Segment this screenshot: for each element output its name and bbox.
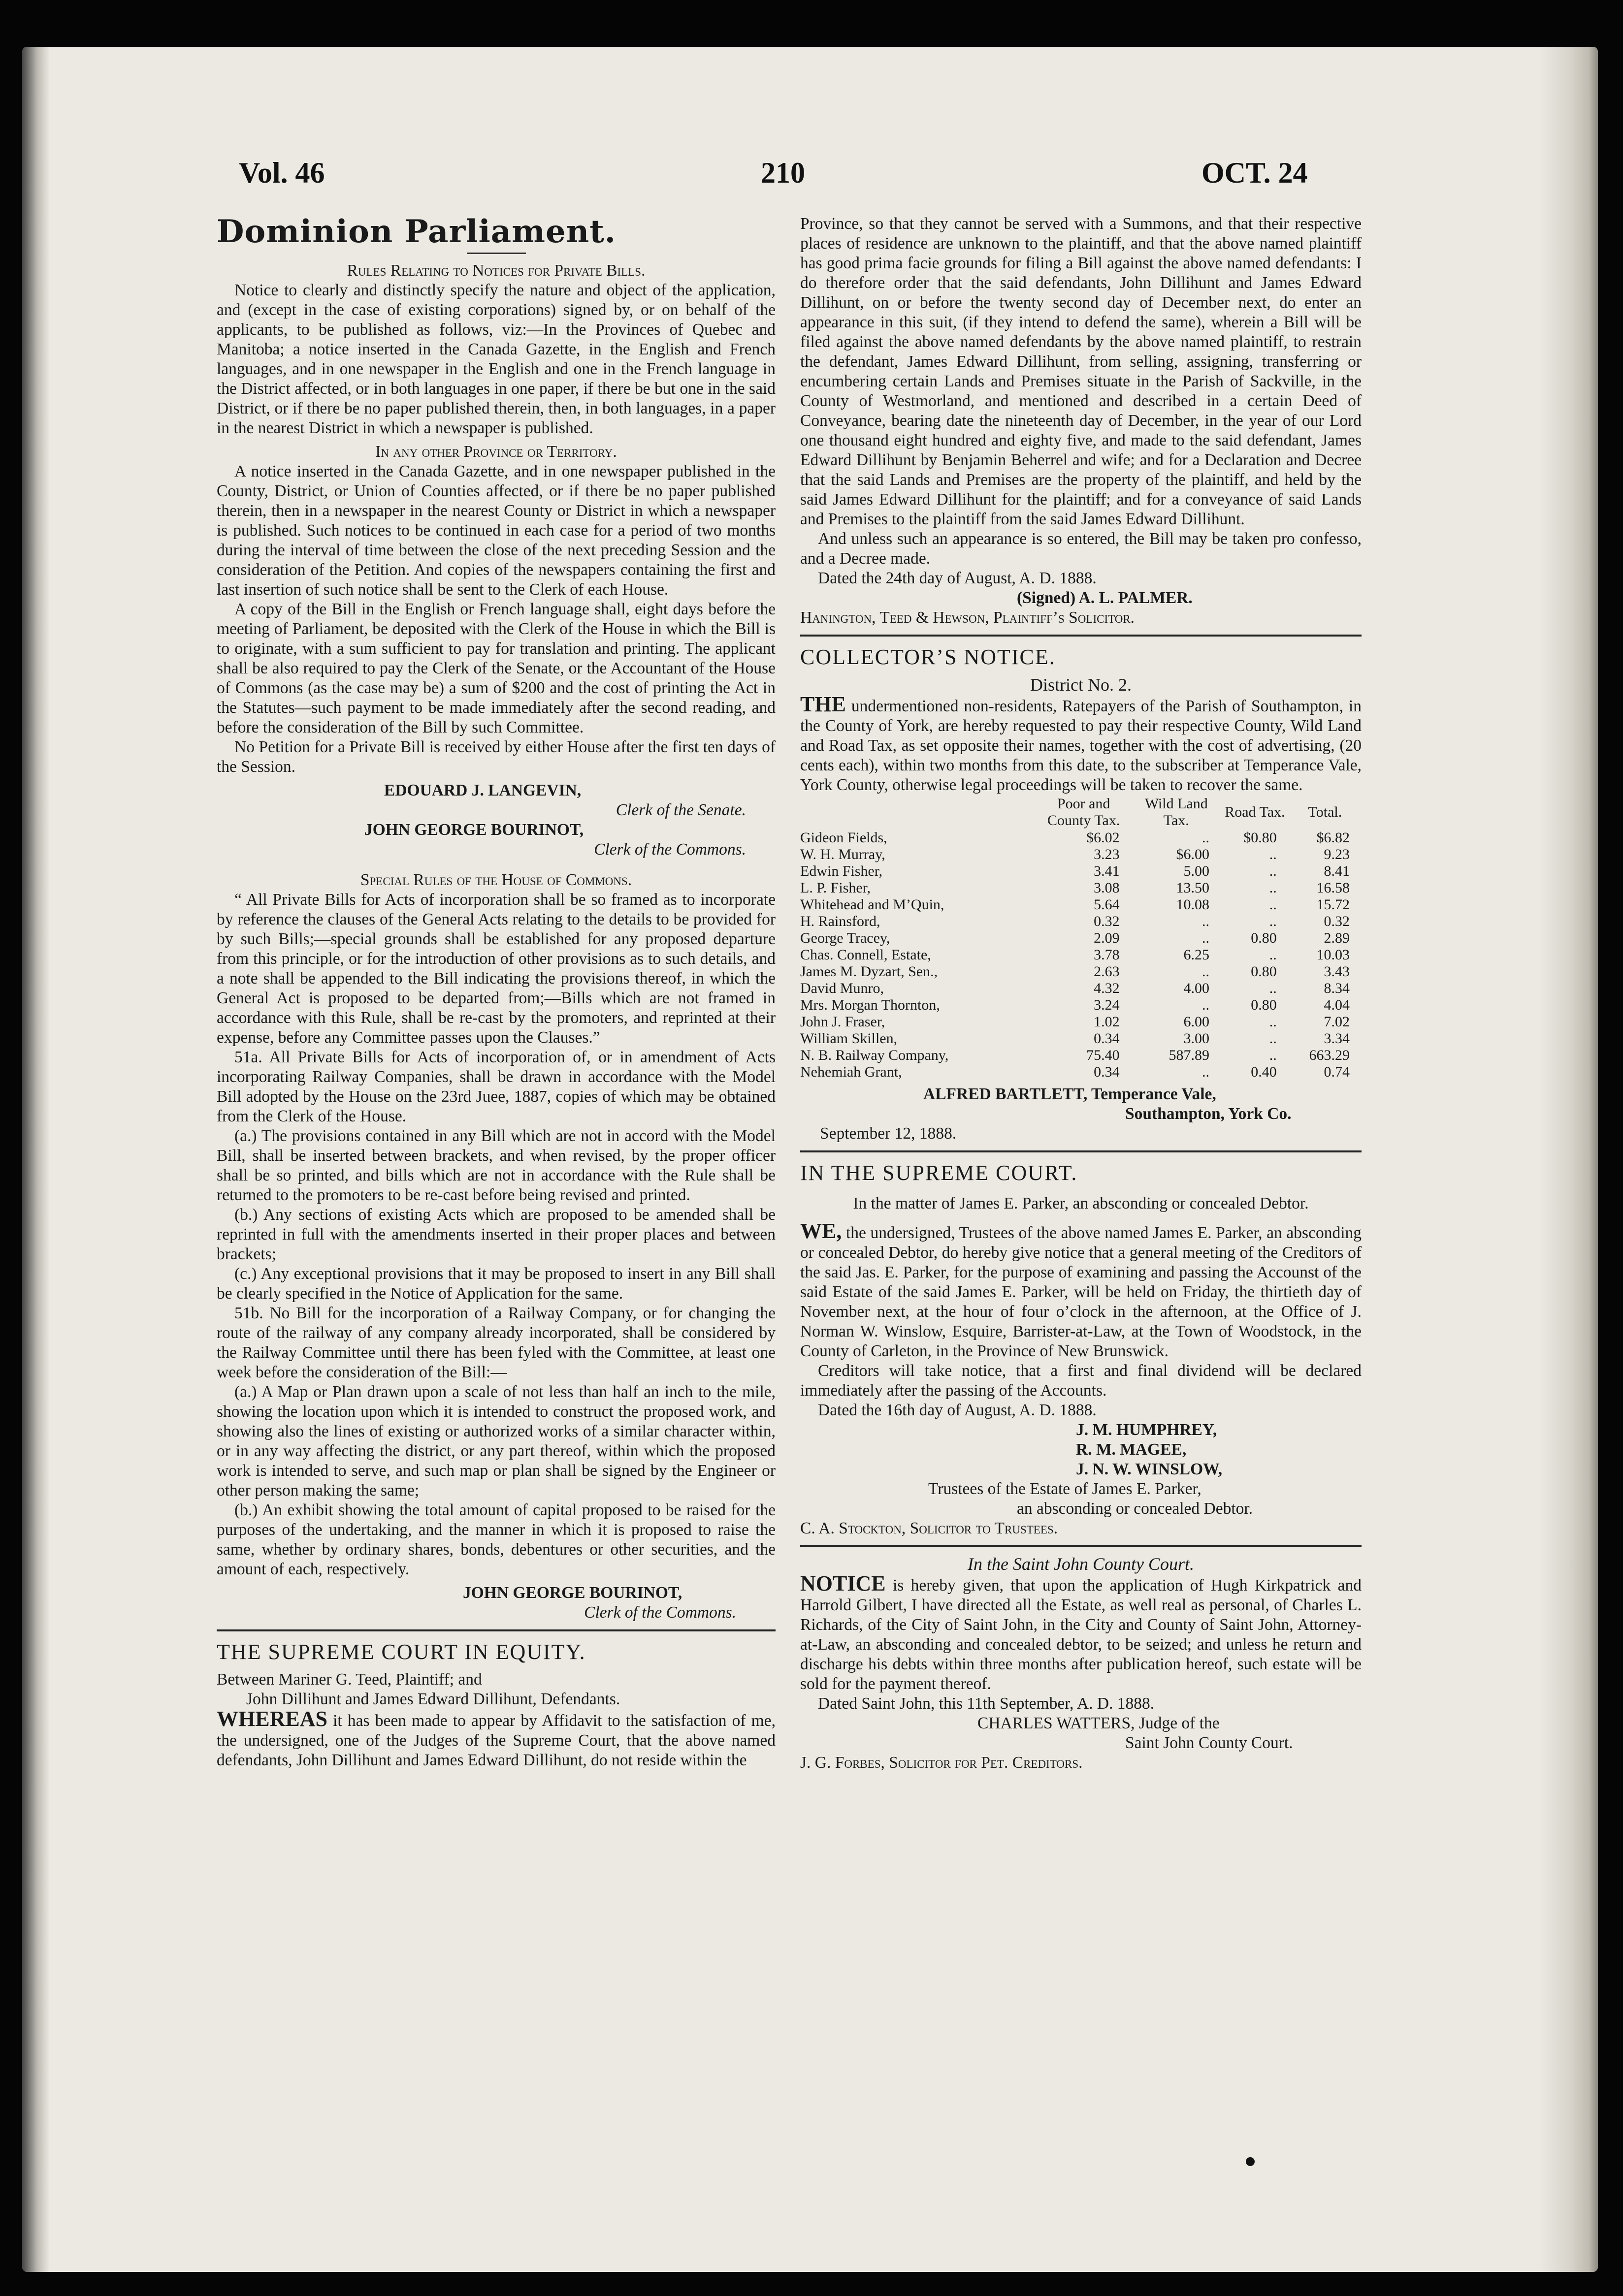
tax-cell-name: Whitehead and M’Quin, <box>800 896 944 913</box>
district-label: District No. 2. <box>1030 675 1132 695</box>
equity-dated: Dated the 24th day of August, A. D. 1888. <box>818 569 1097 587</box>
tax-cell-wild: 6.00 <box>1183 1014 1209 1030</box>
table-row <box>800 947 1362 963</box>
title-rule <box>467 253 526 254</box>
header-road: Road Tax. <box>1225 804 1285 820</box>
tax-cell-poor: 5.64 <box>1094 896 1120 913</box>
tax-cell-total: 15.72 <box>1316 896 1350 913</box>
tax-cell-total: 3.34 <box>1324 1030 1350 1047</box>
commons-clerk-name: JOHN GEORGE BOURINOT, <box>364 821 584 839</box>
left-column <box>217 214 776 1770</box>
collector-date: September 12, 1888. <box>820 1124 957 1143</box>
supreme-paragraph <box>800 1221 1362 1361</box>
county-notice-word: NOTICE <box>800 1571 886 1595</box>
section-rule <box>800 635 1362 637</box>
tax-cell-poor: 2.09 <box>1094 930 1120 946</box>
tax-cell-poor: 3.23 <box>1094 846 1120 862</box>
tax-cell-name: Chas. Connell, Estate, <box>800 947 931 963</box>
supreme-creditors: Creditors will take notice, that a first and final dividend will be declared immediately after the passing of the Accounts. <box>800 1362 1362 1400</box>
table-row <box>800 913 1362 930</box>
section-rule <box>800 1150 1362 1152</box>
tax-cell-wild: .. <box>1201 997 1209 1013</box>
tax-cell-name: W. H. Murray, <box>800 846 885 862</box>
tax-cell-total: 663.29 <box>1309 1047 1350 1063</box>
tax-cell-name: Mrs. Morgan Thornton, <box>800 997 940 1013</box>
bourinot-signature: JOHN GEORGE BOURINOT, <box>463 1584 682 1602</box>
tax-cell-total: 10.03 <box>1316 947 1350 963</box>
bourinot-title: Clerk of the Commons. <box>584 1603 736 1622</box>
tax-cell-total: 8.41 <box>1324 863 1350 879</box>
table-row <box>800 896 1362 913</box>
tax-cell-name: H. Rainsford, <box>800 913 880 929</box>
tax-cell-name: William Skillen, <box>800 1030 898 1047</box>
tax-cell-poor: 3.78 <box>1094 947 1120 963</box>
rule-51a-a: (a.) The provisions contained in any Bill which are not in accord with the Model Bill, shall be inserted between brackets, and when revised, by the proper officer shall be so printed, and bills which are not in accordance with the Rule shall be returned to the promoters to be re-cast before being revised and printed. <box>217 1127 776 1204</box>
tax-cell-poor: 3.24 <box>1094 997 1120 1013</box>
tax-cell-total: 0.74 <box>1324 1064 1350 1080</box>
petition-paragraph: No Petition for a Private Bill is received by either House after the first ten days of the Session. <box>217 738 776 776</box>
supreme-we: WE, <box>800 1219 842 1243</box>
tax-cell-total: $6.82 <box>1316 829 1350 846</box>
county-solicitor: J. G. Forbes, Solicitor for Pet. Creditors. <box>800 1754 1083 1772</box>
tax-cell-poor: 75.40 <box>1086 1047 1120 1063</box>
tax-cell-road: .. <box>1269 896 1277 913</box>
tax-cell-wild: 6.25 <box>1183 947 1209 963</box>
rule-51a-b: (b.) Any sections of existing Acts which are proposed to be amended shall be reprinted in full with the amendments inserted in their proper places and between brackets; <box>217 1206 776 1263</box>
tax-cell-road: .. <box>1269 1014 1277 1030</box>
page-gutter <box>22 47 50 2272</box>
tax-cell-wild: 587.89 <box>1169 1047 1209 1063</box>
section-rule <box>800 1545 1362 1547</box>
tax-cell-road: .. <box>1269 980 1277 996</box>
senate-clerk-title: Clerk of the Senate. <box>616 801 746 819</box>
county-paragraph <box>800 1571 1362 1694</box>
tax-cell-total: 9.23 <box>1324 846 1350 862</box>
trustee-humphrey: J. M. HUMPHREY, <box>1076 1421 1217 1439</box>
tax-cell-total: 2.89 <box>1324 930 1350 946</box>
tax-cell-road: 0.80 <box>1251 997 1277 1013</box>
tax-cell-road: .. <box>1269 913 1277 929</box>
tax-cell-wild: .. <box>1201 930 1209 946</box>
header-total: Total. <box>1308 804 1342 820</box>
tax-cell-road: 0.80 <box>1251 963 1277 980</box>
table-row <box>800 930 1362 947</box>
table-row <box>800 963 1362 980</box>
table-row <box>800 1030 1362 1047</box>
tax-cell-poor: 0.32 <box>1094 913 1120 929</box>
tax-cell-poor: 3.41 <box>1094 863 1120 879</box>
rule-51b-b: (b.) An exhibit showing the total amount of capital proposed to be raised for the purposes of the undertaking, and the manner in which it is proposed to raise the same, whether by ordinary shares, bonds, debentures or other securities, and the amount of each, respectively. <box>217 1501 776 1578</box>
equity-solicitor: Hanington, Teed & Hewson, Plaintiff’s Solicitor. <box>800 608 1135 627</box>
rule-51b-a: (a.) A Map or Plan drawn upon a scale of not less than half an inch to the mile, showing the location upon which it is intended to construct the proposed work, and showing also the lines of existing or authorized works of a similar character within, or in any way affecting the district, or any part thereof, within which the proposed work is intended to serve, and such map or plan shall be signed by the Engineer or other person making the same; <box>217 1383 776 1499</box>
county-dated: Dated Saint John, this 11th September, A. D. 1888. <box>818 1694 1155 1713</box>
other-province-paragraph: A notice inserted in the Canada Gazette, and in one newspaper published in the County, District, or Union of Counties affected, or if there be no paper published therein, then in a newspaper in the nearest County or District in which a newspaper is published. Such notices to be continued in each case for a period of two months during the interval of time between the close of the next preceding Session and the consideration of the Petition. And copies of the newspapers containing the first and last insertion of such notice shall be sent to the Clerk of each House. <box>217 462 776 599</box>
tax-cell-total: 0.32 <box>1324 913 1350 929</box>
equity-continuation: Province, so that they cannot be served with a Summons, and that their respective places of residence are unknown to the plaintiff, and that the above named plaintiff has good prima facie grounds for filing a Bill against the above named defendants: I do therefore order that the said defendants, John Dillihunt and James Edward Dillihunt, on or before the twenty second day of December next, do enter an appearance in this suit, (if they intend to defend the same), wherein a Bill will be filed against the above named defendants by the above named plaintiff, to restrain the defendant, James Edward Dillihunt, from selling, assigning, transferring or encumbering certain Lands and Premises situate in the Parish of Sackville, in the County of Westmorland, and mentioned and described in a certain Deed of Conveyance, bearing date the nineteenth day of December, in the year of our Lord one thousand eight hundred and eighty five, and made to the said defendant, James Edward Dillihunt by Benjamin Beherrel and wife; and for a Declaration and Decree that the said Lands and Premises are the property of the plaintiff, and held by the said James Edward Dillihunt for the plaintiff; and for a conveyance of said Lands and Premises to the plaintiff from the said James Edward Dillihunt. <box>800 215 1362 528</box>
header-wild-land: Wild Land Tax. <box>1144 796 1208 829</box>
dominion-parliament-title: Dominion Parliament. <box>217 213 617 250</box>
tax-cell-wild: 3.00 <box>1183 1030 1209 1047</box>
tax-cell-poor: 2.63 <box>1094 963 1120 980</box>
tax-cell-wild: 10.08 <box>1176 896 1209 913</box>
tax-cell-name: James M. Dyzart, Sen., <box>800 963 938 980</box>
tax-cell-wild: .. <box>1201 913 1209 929</box>
supreme-dated: Dated the 16th day of August, A. D. 1888. <box>818 1401 1097 1419</box>
tax-table <box>800 795 1362 1081</box>
tax-cell-poor: 3.08 <box>1094 880 1120 896</box>
county-text: is hereby given, that upon the application of Hugh Kirkpatrick and Harrold Gilbert, I have directed all the Estate, as well real as personal, of Charles L. Richards, of the City of Saint John, in the City and County of Saint John, Attorney-at-Law, an absconding and concealed debtor, to be seized; and unless he return and discharge his debts within three months after publication hereof, such estate will be sold for the payment thereof. <box>800 1576 1362 1693</box>
right-column <box>800 214 1362 1773</box>
tax-cell-name: Gideon Fields, <box>800 829 887 846</box>
tax-cell-road: 0.80 <box>1251 930 1277 946</box>
trustees-line-2: an absconding or concealed Debtor. <box>1017 1499 1253 1518</box>
supreme-matter: In the matter of James E. Parker, an absconding or concealed Debtor. <box>853 1194 1309 1212</box>
commons-clerk-title: Clerk of the Commons. <box>594 840 746 859</box>
collector-place: Southampton, York Co. <box>1125 1105 1292 1123</box>
tax-cell-name: Edwin Fisher, <box>800 863 883 879</box>
table-row <box>800 1064 1362 1081</box>
rule-51a-c: (c.) Any exceptional provisions that it may be proposed to insert in any Bill shall be clearly specified in the Notice of Application for the same. <box>217 1265 776 1303</box>
special-rules-heading: Special Rules of the House of Commons. <box>360 871 632 889</box>
tax-cell-total: 3.43 <box>1324 963 1350 980</box>
table-row <box>800 829 1362 846</box>
supreme-solicitor: C. A. Stockton, Solicitor to Trustees. <box>800 1519 1058 1537</box>
table-row <box>800 980 1362 997</box>
tax-cell-poor: $6.02 <box>1086 829 1120 846</box>
tax-cell-wild: 4.00 <box>1183 980 1209 996</box>
tax-cell-road: .. <box>1269 846 1277 862</box>
tax-cell-road: .. <box>1269 1047 1277 1063</box>
table-row <box>800 1047 1362 1064</box>
other-province-heading: In any other Province or Territory. <box>375 443 617 461</box>
rules-heading: Rules Relating to Notices for Private Bills. <box>347 261 646 280</box>
whereas-paragraph <box>217 1709 776 1770</box>
table-row <box>800 997 1362 1014</box>
collector-the: THE <box>800 692 846 716</box>
tax-cell-wild: 13.50 <box>1176 880 1209 896</box>
tax-cell-name: L. P. Fisher, <box>800 880 871 896</box>
tax-cell-wild: .. <box>1201 829 1209 846</box>
supreme-court-heading: IN THE SUPREME COURT. <box>800 1161 1078 1185</box>
volume-label: Vol. 46 <box>239 157 325 189</box>
county-court-heading: In the Saint John County Court. <box>968 1554 1194 1574</box>
tax-cell-name: Nehemiah Grant, <box>800 1064 902 1080</box>
whereas-text: it has been made to appear by Affidavit to the satisfaction of me, the undersigned, one of the Judges of the Supreme Court, that the above named defendants, John Dillihunt and James Edward Dillihunt, do not reside within the <box>217 1712 776 1769</box>
collector-paragraph <box>800 692 1362 795</box>
issue-date: OCT. 24 <box>1201 157 1308 189</box>
page-number: 210 <box>761 157 805 189</box>
tax-cell-name: David Munro, <box>800 980 884 996</box>
rule-51b: 51b. No Bill for the incorporation of a Railway Company, or for changing the route of the railway of any company already incorporated, shall be considered by the Railway Committee until there has been fyled with the Committee, at least one week before the consideration of the Bill:— <box>217 1304 776 1381</box>
collector-heading: COLLECTOR’S NOTICE. <box>800 645 1056 669</box>
tax-cell-road: 0.40 <box>1251 1064 1277 1080</box>
table-row <box>800 1014 1362 1030</box>
header-poor-county: Poor and County Tax. <box>1047 796 1120 829</box>
table-row <box>800 863 1362 880</box>
senate-clerk-name: EDOUARD J. LANGEVIN, <box>384 781 582 799</box>
tax-cell-wild: 5.00 <box>1183 863 1209 879</box>
tax-cell-wild: .. <box>1201 1064 1209 1080</box>
tax-cell-road: $0.80 <box>1243 829 1277 846</box>
tax-cell-road: .. <box>1269 863 1277 879</box>
county-judge-line-1: CHARLES WATTERS, Judge of the <box>977 1714 1220 1732</box>
supreme-text: the undersigned, Trustees of the above named James E. Parker, an absconding or concealed Debtor, do hereby give notice that a general meeting of the Creditors of the said Jas. E. Parker, for the purpose of examining and passing the Accounst of the said Estate of the said James E. Parker, will be held on Friday, the thirtieth day of November next, at the hour of four o’clock in the afternoon, at the Office of J. Norman W. Winslow, Esquire, Barrister-at-Law, at the Town of Woodstock, in the County of Carleton, in the Province of New Brunswick. <box>800 1224 1362 1360</box>
collector-text: undermentioned non-residents, Ratepayers of the Parish of Southampton, in the County of York, are hereby requested to pay their respective County, Wild Land and Road Tax, as set opposite their names, together with the cost of advertising, (20 cents each), within two months from this date, to the subscriber at Temperance Vale, York County, otherwise legal proceedings will be taken to recover the same. <box>800 697 1362 794</box>
tax-cell-road: .. <box>1269 1030 1277 1047</box>
ink-spot <box>1246 2157 1255 2166</box>
between-line-1: Between Mariner G. Teed, Plaintiff; and <box>217 1670 482 1689</box>
tax-cell-road: .. <box>1269 947 1277 963</box>
equity-heading: THE SUPREME COURT IN EQUITY. <box>217 1640 586 1664</box>
trustees-line-1: Trustees of the Estate of James E. Parker, <box>928 1480 1201 1498</box>
equity-unless: And unless such an appearance is so entered, the Bill may be taken pro confesso, and a Decree made. <box>800 530 1362 568</box>
tax-cell-name: N. B. Railway Company, <box>800 1047 949 1063</box>
tax-table-header <box>800 795 1362 829</box>
collector-signature: ALFRED BARTLETT, Temperance Vale, <box>923 1085 1216 1103</box>
tax-cell-name: George Tracey, <box>800 930 890 946</box>
trustee-magee: R. M. MAGEE, <box>1076 1440 1187 1459</box>
tax-cell-total: 7.02 <box>1324 1014 1350 1030</box>
tax-cell-wild: $6.00 <box>1176 846 1209 862</box>
page-edge <box>1539 47 1598 2272</box>
tax-cell-wild: .. <box>1201 963 1209 980</box>
newspaper-page <box>22 47 1598 2272</box>
section-rule <box>217 1629 776 1631</box>
bill-copy-paragraph: A copy of the Bill in the English or French language shall, eight days before the meeting of Parliament, be deposited with the Clerk of the House in which the Bill is to originate, with a sum sufficient to pay for translation and printing. The applicant shall be also required to pay the Clerk of the Senate, or the Accountant of the House of Commons (as the case may be) a sum of $200 and the cost of printing the Act in the Statutes—such payment to be made immediately after the second reading, and before the consideration of the Bill by such Committee. <box>217 600 776 736</box>
tax-cell-road: .. <box>1269 880 1277 896</box>
rules-paragraph: Notice to clearly and distinctly specify the nature and object of the application, and (except in the case of existing corporations) signed by, or on behalf of the applicants, to be published as follows, viz:—In the Provinces of Quebec and Manitoba; a notice inserted in the Canada Gazette, in the English and French languages, and in one newspaper in the English and one in the French language in the District affected, or in both languages in one paper, if there be but one in the said District, or if there be no paper published therein, then, in both languages, in a paper in the nearest District in which a newspaper is published. <box>217 281 776 437</box>
table-row <box>800 880 1362 896</box>
tax-cell-poor: 4.32 <box>1094 980 1120 996</box>
whereas-word: WHEREAS <box>217 1707 327 1731</box>
special-rules-paragraph: “ All Private Bills for Acts of incorporation shall be so framed as to incorporate by reference the clauses of the General Acts relating to the details to be provided for by such Bills;—special grounds shall be established for any proposed departure from this principle, or for the introduction of other provisions as to such details, and a note shall be appended to the Bill indicating the provisions thereof, in which the General Act is proposed to be departed from;—Bills which are not framed in accordance with this Rule, shall be re-cast by the promoters, and reprinted at their expense, before any Committee passes upon the Clauses.” <box>217 891 776 1047</box>
tax-cell-poor: 0.34 <box>1094 1064 1120 1080</box>
tax-table-body <box>800 829 1362 1081</box>
tax-cell-total: 16.58 <box>1316 880 1350 896</box>
rule-51a: 51a. All Private Bills for Acts of incorporation of, or in amendment of Acts incorporating Railway Companies, shall be drawn in accordance with the Model Bill adopted by the House on the 23rd Juee, 1887, copies of which may be obtained from the Clerk of the House. <box>217 1048 776 1125</box>
between-line-2: John Dillihunt and James Edward Dillihunt, Defendants. <box>246 1690 620 1708</box>
county-judge-line-2: Saint John County Court. <box>1125 1734 1293 1752</box>
trustee-winslow: J. N. W. WINSLOW, <box>1076 1460 1222 1478</box>
tax-cell-poor: 0.34 <box>1094 1030 1120 1047</box>
tax-cell-poor: 1.02 <box>1094 1014 1120 1030</box>
equity-signature: (Signed) A. L. PALMER. <box>1017 589 1193 607</box>
tax-cell-name: John J. Fraser, <box>800 1014 885 1030</box>
tax-cell-total: 8.34 <box>1324 980 1350 996</box>
table-row <box>800 846 1362 863</box>
tax-cell-total: 4.04 <box>1324 997 1350 1013</box>
